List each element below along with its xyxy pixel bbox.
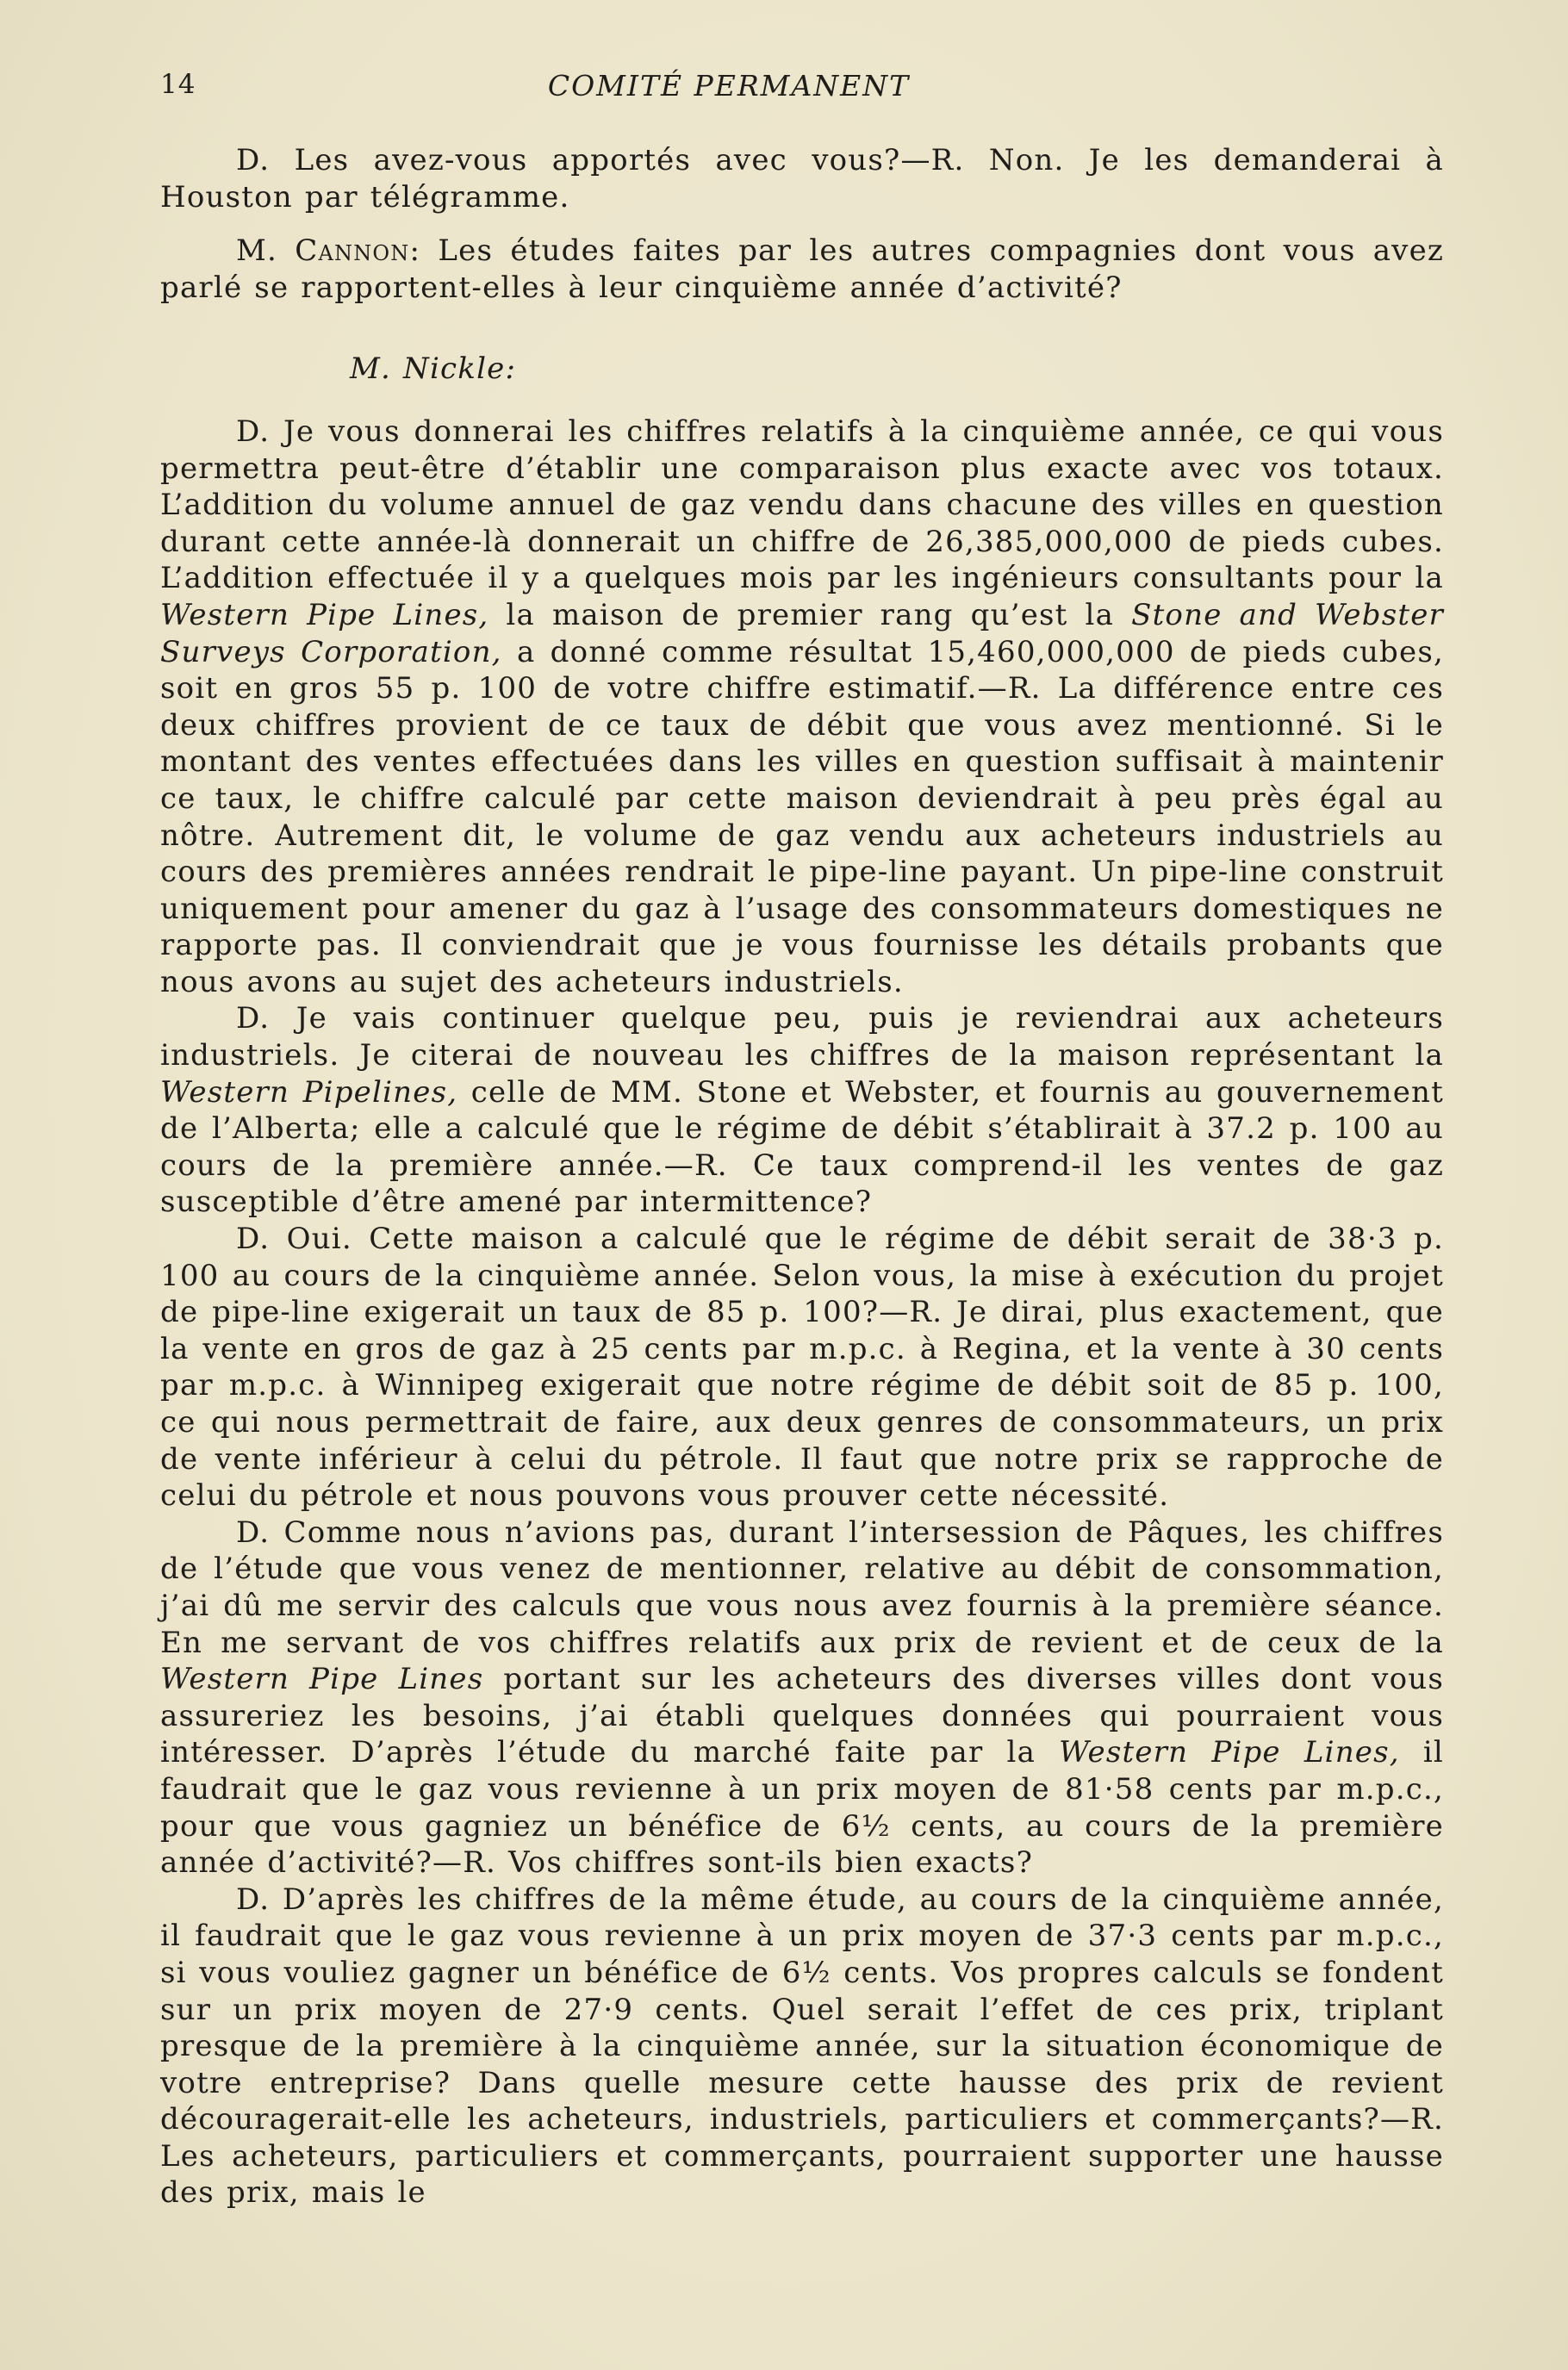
paragraph-5-text: D. Oui. Cette maison a calculé que le régime de débit serait de 38·3 p. 100 au cours de la cinquième année. Selon vous, la mise à exécution du projet de pipe-line exigerait un taux de 85 p. 100?—R. Je dirai, plus exactement, que la vente en gros de gaz à 25 cents par m.p.c. à Regina, et la vente à 30 cents par m.p.c. à Winnipeg exigerait que notre régime de débit soit de 85 p. 100, ce qui nous permettrait de faire, aux deux genres de consommateurs, un prix de vente inférieur à celui du pétrole. Il faut que notre prix se rapproche de celui du pétrole et nous pouvons vous prouver cette nécessité.: [160, 1222, 1444, 1514]
paragraph-4-italic-1: Western Pipelines,: [160, 1074, 458, 1110]
paragraph-3: [160, 414, 1444, 1001]
paragraph-6-text-b: portant sur les acheteurs des diverses villes dont vous assureriez les besoins, j’ai établi quelques données qui pourraient vous intéresser. D’après l’étude du marché faite par la: [160, 1662, 1444, 1770]
body-text: [160, 142, 1444, 2211]
paragraph-3-text-c: a donné comme résultat 15,460,000,000 de pieds cubes, soit en gros 55 p. 100 de votre chiffre estimatif.—R. La différence entre ces deux chiffres provient de ce taux de débit que vous avez mentionné. Si le montant des ventes effectuées dans les villes en question suffisait à maintenir ce taux, le chiffre calculé par cette maison deviendrait à peu près égal au nôtre. Autrement dit, le volume de gaz vendu aux acheteurs industriels au cours des premières années rendrait le pipe-line payant. Un pipe-line construit uniquement pour amener du gaz à l’usage des consommateurs domestiques ne rapporte pas. Il conviendrait que je vous fournisse les détails probants que nous avons au sujet des acheteurs industriels.: [160, 634, 1444, 999]
paragraph-5: [160, 1221, 1444, 1515]
paragraph-3-italic-2: Stone and Webster Surveys Corporation,: [160, 597, 1444, 669]
paragraph-6: [160, 1515, 1444, 1882]
paragraph-4-text-a: D. Je vais continuer quelque peu, puis je reviendrai aux acheteurs industriels. Je citerai de nouveau les chiffres de la maison représentant la: [160, 1001, 1444, 1073]
paragraph-2: [160, 233, 1444, 306]
paragraph-6-italic-2: Western Pipe Lines,: [1059, 1735, 1400, 1770]
paragraph-4: [160, 1000, 1444, 1221]
paragraph-6-italic-1: Western Pipe Lines: [160, 1662, 484, 1697]
paragraph-1: [160, 142, 1444, 215]
running-title: COMITÉ PERMANENT: [547, 69, 911, 103]
speaker-cannon: M. Cannon:: [236, 233, 421, 269]
paragraph-7: [160, 1882, 1444, 2211]
speaker-heading-nickle: M. Nickle:: [350, 351, 517, 387]
paragraph-7-text: D. D’après les chiffres de la même étude, au cours de la cinquième année, il faudrait que le gaz vous revienne à un prix moyen de 37·3 cents par m.p.c., si vous vouliez gagner un bénéfice de 6½ cents. Vos propres calculs se fondent sur un prix moyen de 27·9 cents. Quel serait l’effet de ces prix, triplant presque de la première à la cinquième année, sur la situation économique de votre entreprise? Dans quelle mesure cette hausse des prix de revient découragerait-elle les acheteurs, industriels, particuliers et commerçants?—R. Les acheteurs, particuliers et commerçants, pourraient supporter une hausse des prix, mais le: [160, 1882, 1444, 2211]
paragraph-3-italic-1: Western Pipe Lines,: [160, 597, 489, 632]
paragraph-1-text: D. Les avez-vous apportés avec vous?—R. Non. Je les demanderai à Houston par télégramme.: [160, 143, 1444, 215]
paragraph-3-text-a: D. Je vous donnerai les chiffres relatifs à la cinquième année, ce qui vous permettra peut-être d’établir une comparaison plus exacte avec vos totaux. L’addition du volume annuel de gaz vendu dans chacune des villes en question durant cette année-là donnerait un chiffre de 26,385,000,000 de pieds cubes. L’addition effectuée il y a quelques mois par les ingénieurs consultants pour la: [160, 414, 1444, 596]
paragraph-3-text-b: la maison de premier rang qu’est la: [488, 597, 1132, 632]
paragraph-6-text-c: il faudrait que le gaz vous revienne à un prix moyen de 81·58 cents par m.p.c., pour que vous gagniez un bénéfice de 6½ cents, au cours de la première année d’activité?—R. Vos chiffres sont-ils bien exacts?: [160, 1735, 1444, 1881]
page-header: [160, 69, 1444, 112]
paragraph-4-text-b: celle de MM. Stone et Webster, et fournis au gouvernement de l’Alberta; elle a calculé que le régime de débit s’établirait à 37.2 p. 100 au cours de la première année.—R. Ce taux comprend-il les ventes de gaz susceptible d’être amené par intermittence?: [160, 1074, 1444, 1220]
paragraph-2-text: Les études faites par les autres compagnies dont vous avez parlé se rapportent-elles à leur cinquième année d’activité?: [160, 233, 1445, 305]
paragraph-6-text-a: D. Comme nous n’avions pas, durant l’intersession de Pâques, les chiffres de l’étude que vous venez de mentionner, relative au débit de consommation, j’ai dû me servir des calculs que vous nous avez fournis à la première séance. En me servant de vos chiffres relatifs aux prix de revient et de ceux de la: [160, 1515, 1444, 1660]
page-number: 14: [160, 69, 196, 100]
